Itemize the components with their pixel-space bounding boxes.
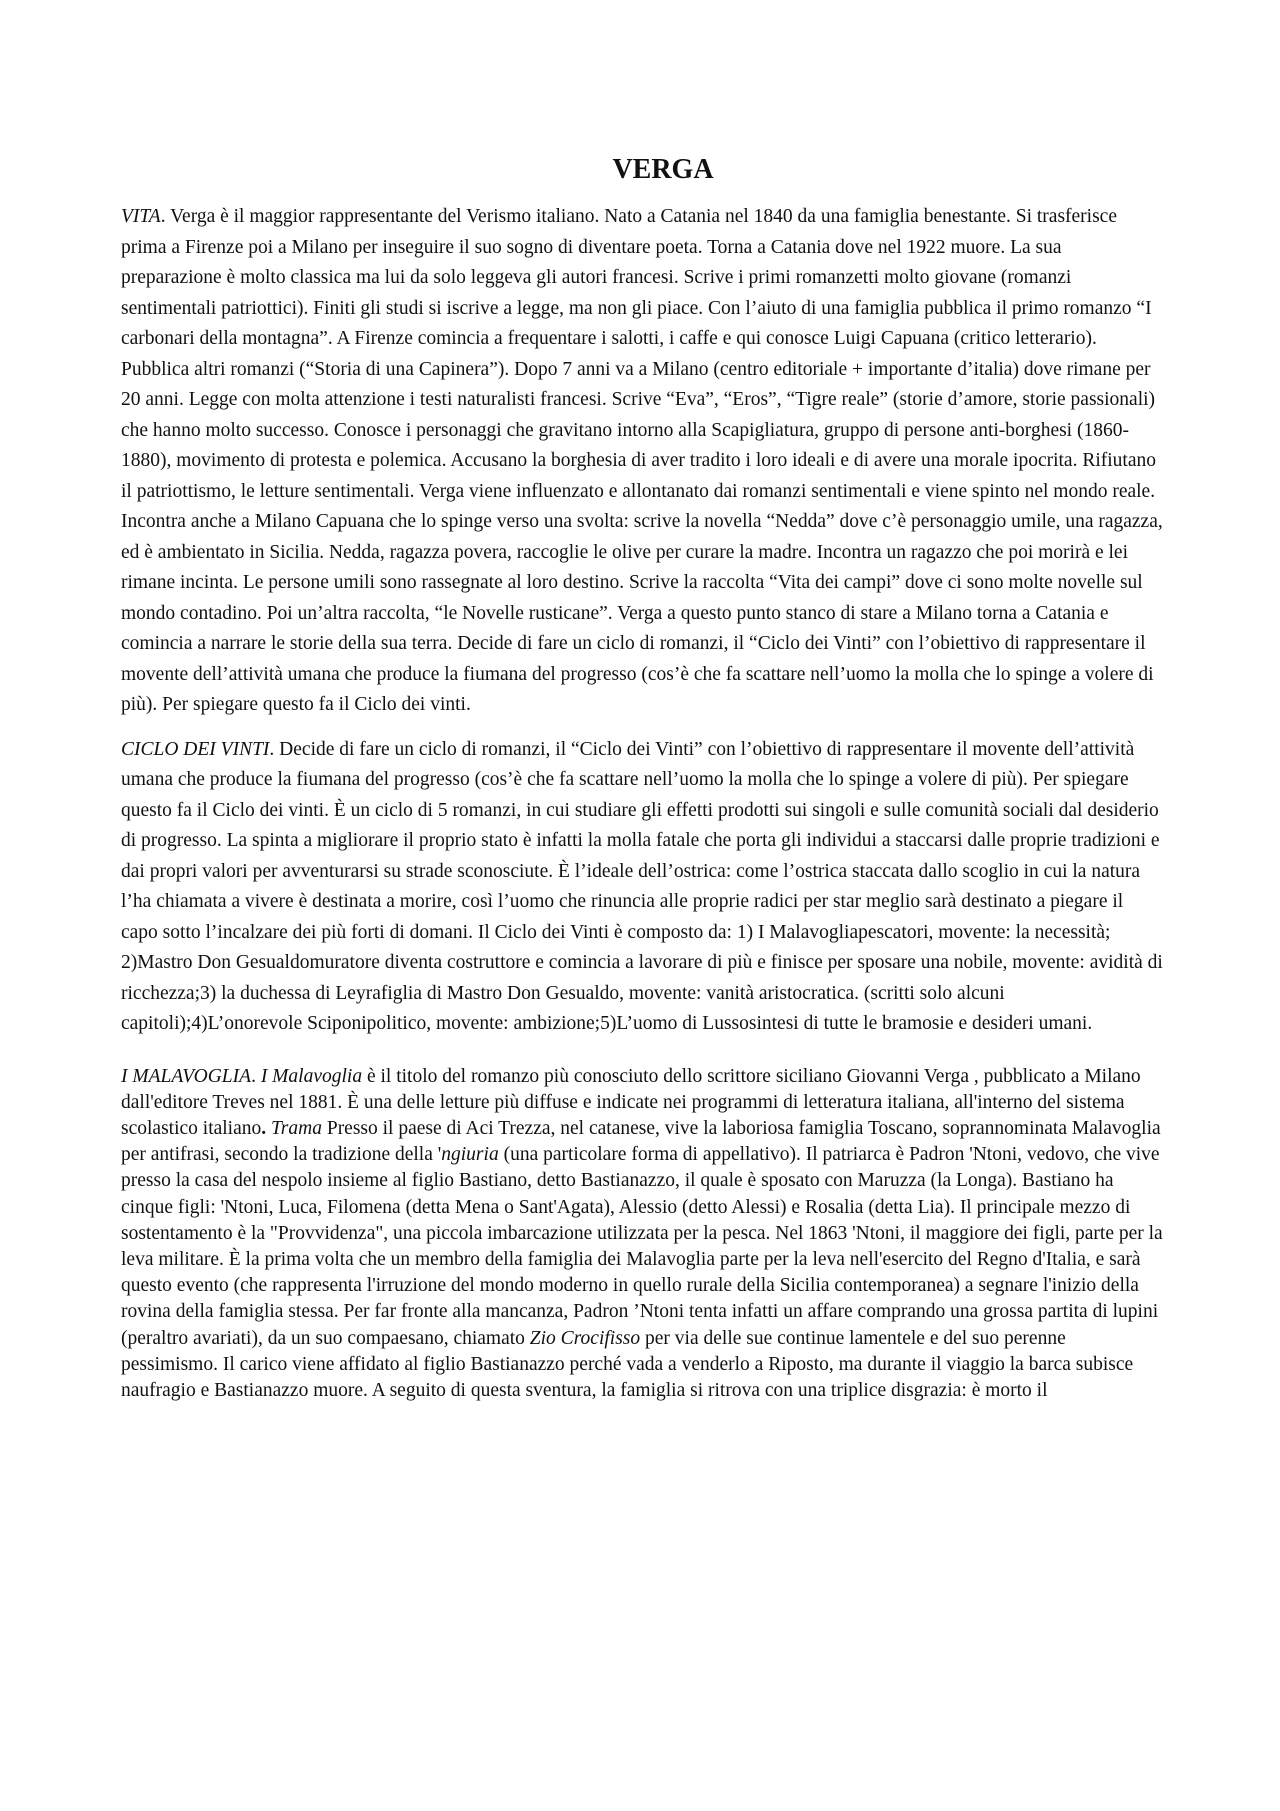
paragraph-vita — [121, 202, 1163, 721]
document-title: VERGA — [612, 154, 714, 185]
malavoglia-title-italic: I Malavoglia — [260, 1065, 363, 1087]
malavoglia-text-c: (una particolare forma di appellativo). Il patriarca è Padron 'Ntoni, vedovo, che vive presso la casa del nespolo insieme al figlio Bastiano, detto Bastianazzo, il quale è sposato con Maruzza (la Longa). Bastiano ha cinque figli: 'Ntoni, Luca, Filomena (detta Mena o Sant'Agata), Alessio (detto Alessi) e Rosalia (detta Lia). Il principale mezzo di sostentamento è la "Provvidenza", una piccola imbarcazione utilizzata per la pesca. Nel 1863 'Ntoni, il maggiore dei figli, parte per la leva militare. È la prima volta che un membro della famiglia dei Malavoglia parte per la leva nell'esercito del Regno d'Italia, e sarà questo evento (che rappresenta l'irruzione del mondo moderno in quello rurale della Sicilia contemporanea) a segnare l'inizio della rovina della famiglia stessa. Per far fronte alla mancanza, Padron ’Ntoni tenta infatti un affare comprando una grossa partita di lupini (peraltro avariati), da un suo compaesano, chiamato — [121, 1144, 1163, 1349]
section-heading-malavoglia: I MALAVOGLIA — [121, 1065, 252, 1087]
malavoglia-dot: . — [261, 1117, 267, 1139]
heading-separator: . — [251, 1065, 261, 1087]
section-heading-ciclo-dei-vinti: CICLO DEI VINTI — [121, 738, 270, 760]
paragraph-vita-text: . Verga è il maggior rappresentante del Verismo italiano. Nato a Catania nel 1840 da una famiglia benestante. Si trasferisce prima a Firenze poi a Milano per inseguire il suo sogno di diventare poeta. Torna a Catania dove nel 1922 muore. La sua preparazione è molto classica ma lui da solo leggeva gli autori francesi. Scrive i primi romanzetti molto giovane (romanzi sentimentali patriottici). Finiti gli studi si iscrive a legge, ma non gli piace. Con l’aiuto di una famiglia pubblica il primo romanzo “I carbonari della montagna”. A Firenze comincia a frequentare i salotti, i caffe e qui conosce Luigi Capuana (critico letterario). Pubblica altri romanzi (“Storia di una Capinera”). Dopo 7 anni va a Milano (centro editoriale + importante d’italia) dove rimane per 20 anni. Legge con molta attenzione i testi naturalisti francesi. Scrive “Eva”, “Eros”, “Tigre reale” (storie d’amore, storie passionali) che hanno molto successo. Conosce i personaggi che gravitano intorno alla Scapigliatura, gruppo di persone anti-borghesi (1860-1880), movimento di protesta e polemica. Accusano la borghesia di aver tradito i loro ideali e di avere una morale ipocrita. Rifiutano il patriottismo, le letture sentimentali. Verga viene influenzato e allontanato dai romanzi sentimentali e viene spinto nel mondo reale. Incontra anche a Milano Capuana che lo spinge verso una svolta: scrive la novella “Nedda” dove c’è personaggio umile, una ragazza, ed è ambientato in Sicilia. Nedda, ragazza povera, raccoglie le olive per curare la madre. Incontra un ragazzo che poi morirà e lei rimane incinta. Le persone umili sono rassegnate al loro destino. Scrive la raccolta “Vita dei campi” dove ci sono molte novelle sul mondo contadino. Poi un’altra raccolta, “le Novelle rusticane”. Verga a questo punto stanco di stare a Milano torna a Catania e comincia a narrare le storie della sua terra. Decide di fare un ciclo di romanzi, il “Ciclo dei Vinti” con l’obiettivo di rappresentare il movente dell’attività umana che produce la fiumana del progresso (cos’è che fa scattare nell’uomo la molla che lo spinge a volere di più). Per spiegare questo fa il Ciclo dei vinti. — [121, 206, 1163, 715]
paragraph-ciclo-dei-vinti — [121, 735, 1163, 1040]
malavoglia-text-d: per via delle sue continue lamentele e del suo perenne pessimismo. Il carico viene affidato al figlio Bastianazzo perché vada a venderlo a Riposto, ma durante il viaggio la barca subisce naufragio e Bastianazzo muore. A seguito di questa sventura, la famiglia si ritrova con una triplice disgrazia: è morto il — [121, 1327, 1134, 1401]
malavoglia-text-b: Presso il paese di Aci Trezza, nel catanese, vive la laboriosa famiglia Toscano, soprannominata Malavoglia per antifrasi, secondo la tradizione della ' — [121, 1117, 1161, 1166]
ngiuria-term: ngiuria — [441, 1144, 499, 1166]
malavoglia-text-a: è il titolo del romanzo più conosciuto dello scrittore siciliano Giovanni Verga , pubblicato a Milano dall'editore Treves nel 1881. È una delle letture più diffuse e indicate nei programmi di letteratura italiana, all'interno del sistema scolastico italiano — [121, 1065, 1141, 1139]
paragraph-ciclo-text: . Decide di fare un ciclo di romanzi, il “Ciclo dei Vinti” con l’obiettivo di rappresentare il movente dell’attività umana che produce la fiumana del progresso (cos’è che fa scattare nell’uomo la molla che lo spinge a volere di più). Per spiegare questo fa il Ciclo dei vinti. È un ciclo di 5 romanzi, in cui studiare gli effetti prodotti sui singoli e sulle comunità sociali dal desiderio di progresso. La spinta a migliorare il proprio stato è infatti la molla fatale che porta gli individui a staccarsi dalle proprie tradizioni e dai propri valori per avventurarsi su strade sconosciute. È l’ideale dell’ostrica: come l’ostrica staccata dallo scoglio in cui la natura l’ha chiamata a vivere è destinata a morire, così l’uomo che rinuncia alle proprie radici per star meglio sarà destinato a piegare il capo sotto l’incalzare dei più forti di domani. Il Ciclo dei Vinti è composto da: 1) I Malavogliapescatori, movente: la necessità; 2)Mastro Don Gesualdomuratore diventa costruttore e comincia a lavorare di più e finisce per sposare una nobile, movente: avidità di ricchezza;3) la duchessa di Leyrafiglia di Mastro Don Gesualdo, movente: vanità aristocratica. (scritti solo alcuni capitoli);4)L’onorevole Sciponipolitico, movente: ambizione;5)L’uomo di Lussosintesi di tutte le bramosie e desideri umani. — [121, 738, 1163, 1034]
document-page — [121, 150, 1163, 1404]
trama-label: Trama — [266, 1117, 322, 1139]
section-heading-vita: VITA — [121, 206, 161, 227]
paragraph-malavoglia — [121, 1064, 1163, 1405]
zio-crocifisso-name: Zio Crocifisso — [529, 1327, 641, 1349]
